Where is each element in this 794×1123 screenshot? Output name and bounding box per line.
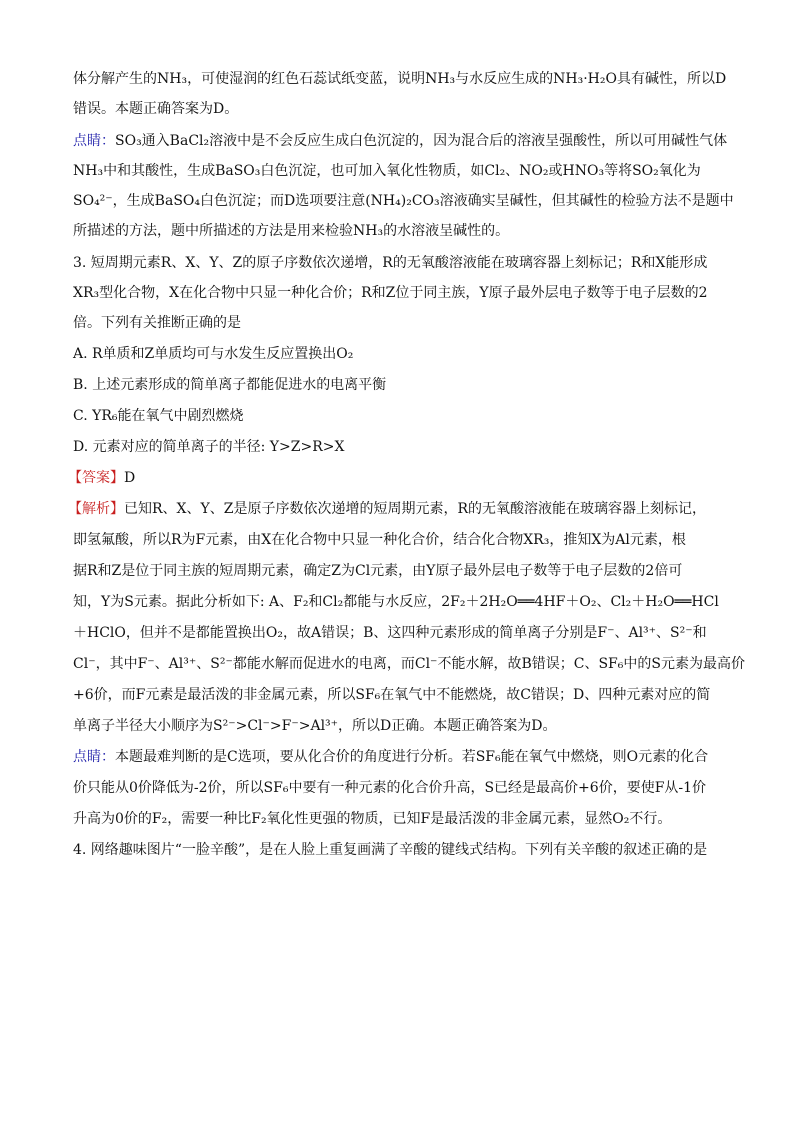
text-line: 据R和Z是位于同主族的短周期元素，确定Z为Cl元素，由Y原子最外层电子数等于电子层数的2倍可: [73, 563, 683, 579]
text-line: SO₃通入BaCl₂溶液中是不会反应生成白色沉淀的，因为混合后的溶液呈强酸性，所以可用碱性气体: [115, 133, 728, 149]
text-line: 体分解产生的NH₃，可使湿润的红色石蕊试纸变蓝，说明NH₃与水反应生成的NH₃·H₂O具有碱性，所以D: [73, 71, 727, 87]
text-line: 本题最难判断的是C选项，要从化合价的角度进行分析。若SF₆能在氧气中燃烧，则O元素的化合: [115, 749, 709, 765]
option-a: A. R单质和Z单质均可与水发生反应置换出O₂: [73, 346, 354, 362]
option-b: B. 上述元素形成的简单离子都能促进水的电离平衡: [73, 377, 387, 393]
text-line: +6价，而F元素是最活泼的非金属元素，所以SF₆在氧气中不能燃烧，故C错误；D、四种元素对应的简: [73, 687, 711, 703]
note-label: 点睛：: [73, 133, 115, 149]
question-4-stem: 4. 网络趣味图片“一脸辛酸”，是在人脸上重复画满了辛酸的键线式结构。下列有关辛酸的叙述正确的是: [73, 842, 708, 858]
analysis-label: 【解析】: [68, 501, 124, 517]
option-c: C. YR₆能在氧气中剧烈燃烧: [73, 408, 244, 424]
answer-value: D: [124, 470, 136, 486]
text-line: 错误。本题正确答案为D。: [73, 101, 239, 117]
text-line: ＋HClO，但并不是都能置换出O₂，故A错误；B、这四种元素形成的简单离子分别是F⁻、Al³⁺、S²⁻和: [73, 625, 707, 641]
note-label: 点睛：: [73, 749, 115, 765]
text-line: 已知R、X、Y、Z是原子序数依次递增的短周期元素，R的无氧酸溶液能在玻璃容器上刻标记，: [124, 501, 707, 517]
answer-label: 【答案】: [68, 470, 124, 486]
text-line: NH₃中和其酸性，生成BaSO₃白色沉淀，也可加入氧化性物质，如Cl₂、NO₂或HNO₃等将SO₂氧化为: [73, 163, 701, 179]
question-3-stem: 3. 短周期元素R、X、Y、Z的原子序数依次递增，R的无氧酸溶液能在玻璃容器上刻标记；R和X能形成: [73, 255, 708, 271]
note-paragraph: [73, 747, 723, 767]
text-line: 知，Y为S元素。据此分析如下: A、F₂和Cl₂都能与水反应，2F₂＋2H₂O══4HF＋O₂、Cl₂＋H₂O══HCl: [73, 594, 719, 610]
text-line: Cl⁻，其中F⁻、Al³⁺、S²⁻都能水解而促进水的电离，而Cl⁻不能水解，故B错误；C、SF₆中的S元素为最高价: [73, 656, 745, 672]
text-line: XR₃型化合物，X在化合物中只显一种化合价；R和Z位于同主族，Y原子最外层电子数等于电子层数的2: [73, 285, 708, 301]
text-line: 价只能从0价降低为-2价，所以SF₆中要有一种元素的化合价升高，S已经是最高价+6价，要使F从-1价: [73, 780, 707, 796]
note-paragraph: [73, 131, 728, 151]
text-line: 升高为0价的F₂，需要一种比F₂氧化性更强的物质，已知F是最活泼的非金属元素，显然O₂不行。: [73, 811, 672, 827]
text-line: 单离子半径大小顺序为S²⁻>Cl⁻>F⁻>Al³⁺，所以D正确。本题正确答案为D。: [73, 718, 557, 734]
text-line: 倍。下列有关推断正确的是: [73, 315, 241, 331]
text-line: SO₄²⁻，生成BaSO₄白色沉淀；而D选项要注意(NH₄)₂CO₃溶液确实呈碱性，但其碱性的检验方法不是题中: [73, 193, 734, 209]
option-d: D. 元素对应的简单离子的半径: Y>Z>R>X: [73, 439, 345, 455]
answer-line: [68, 468, 718, 488]
text-line: 即氢氟酸，所以R为F元素，由X在化合物中只显一种化合价，结合化合物XR₃，推知X为Al元素，根: [73, 532, 686, 548]
text-line: 所描述的方法，题中所描述的方法是用来检验NH₃的水溶液呈碱性的。: [73, 223, 510, 239]
analysis-paragraph: [68, 499, 718, 519]
